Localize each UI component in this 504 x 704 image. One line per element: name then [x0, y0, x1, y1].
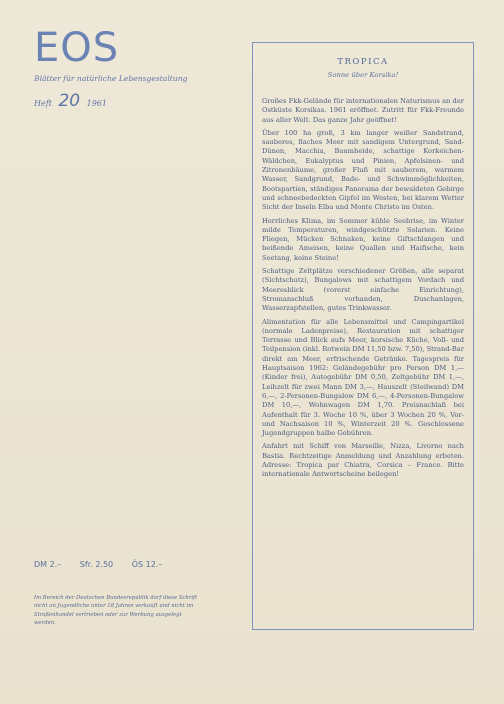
- legal-notice: Im Bereich der Deutschen Bundesrepublik darf diese Schrift nicht an Jugendliche unter 18 Jahren verkauft und nicht im Straßenhandel vertrieben oder zur Werbung ausgelegt werden.: [34, 595, 198, 627]
- price-os: ÖS 12.–: [131, 560, 163, 569]
- ad-paragraph: Herrliches Klima, im Sommer kühle Seebrise, im Winter milde Temperaturen, windgeschützte Solarien. Keine Fliegen, Mücken Schnaken, keine Giftschlangen und beißende Ameisen, keine Quallen und Haifische, kein Seetang, keine Steine!: [262, 216, 464, 262]
- issue-year: 1961: [86, 99, 107, 108]
- price-dm: DM 2.–: [34, 560, 62, 569]
- ad-subtitle: Sonne über Korsika!: [327, 71, 399, 79]
- ad-paragraph: Schattige Zeltplätze verschiedener Größen, alle separat (Sichtschutz), Bungalows mit schattigem Vordach und Meeresblick (vorerst einfache Einrichtung), Stromanschluß vorhanden, Duschanlagen, Wasserzapfstellen, gutes Trinkwasser.: [262, 267, 464, 313]
- issue-number: 20: [58, 91, 81, 111]
- ad-body: [262, 97, 464, 484]
- price-line: [34, 560, 178, 569]
- ad-paragraph: Alimentation für alle Lebensmittel und Campingartikel (normale Ladenpreise), Restauration mit schattiger Terrasse und Blick aufs Meer, korsische Küche, Voll- und Teilpension (inkl. Rotwein DM 11,50 bzw. 7,50), Strand-Bar direkt am Meer, erfrischende Getränke. Tagespreis für Hauptsaison 1962: Geländegebühr pro Person DM 1,— (Kinder frei), Autogebühr DM 0,50, Zeltgebühr DM 1,—, Leihzelt für zwei Mann DM 3,—, Hauszelt (Steilwand) DM 6,—, 2-Personen-Bungalow DM 6,—, 4-Personen-Bungalow DM 10,—, Wohnwagen DM 1,70. Preisnachlaß bei Aufenthalt für 3. Woche 10 %, über 3 Wochen 20 %, Vor- und Nachsaison 10 %, Winterzeit 20 %. Geschlossene Jugendgruppen halbe Gebühren.: [262, 317, 464, 438]
- magazine-logo: EOS: [34, 25, 120, 71]
- magazine-subtitle: Blätter für natürliche Lebensgestaltung: [34, 74, 188, 83]
- advertisement-box: [252, 42, 474, 630]
- masthead: [34, 25, 244, 111]
- issue-prefix: Heft: [34, 99, 52, 108]
- issue-line: [34, 91, 244, 111]
- price-sfr: Sfr. 2.50: [79, 560, 114, 569]
- ad-paragraph: Anfahrt mit Schiff von Marseille, Nizza, Livorno nach Bastia. Rechtzeitige Anmeldung und Anzahlung erbeten. Adresse: Tropica par Chiatra, Corsica – France. Bitte internationale Antwortscheine beilegen!: [262, 442, 464, 479]
- ad-paragraph: Über 100 ha groß, 3 km langer weißer Sandstrand, sauberes, flaches Meer mit sandigem Untergrund, Sand-Dünen, Macchia, Baumheide, schattige Korkeichen-Wäldchen, Eukalyptus und Pinien, Apfelsinen- und Zitronenbäume, großer Fluß mit sauberem, warmem Wasser, Sandgrund, Bade- und Schwimmöglichkeiten, Bootspartien, ständiges Panorama der bewaldeten Gebirge und schneebedeckten Gipfel im Westen, bei klarem Wetter Sicht der Inseln Elba und Monte Christo im Osten.: [262, 128, 464, 212]
- ad-title: TROPICA: [337, 57, 389, 67]
- ad-paragraph: Großes Fkk-Gelände für internationalen Naturismus an der Ostküste Korsikas. 1961 eröffnet. Zutritt für Fkk-Freunde aus aller Welt. Das ganze Jahr geöffnet!: [262, 97, 464, 124]
